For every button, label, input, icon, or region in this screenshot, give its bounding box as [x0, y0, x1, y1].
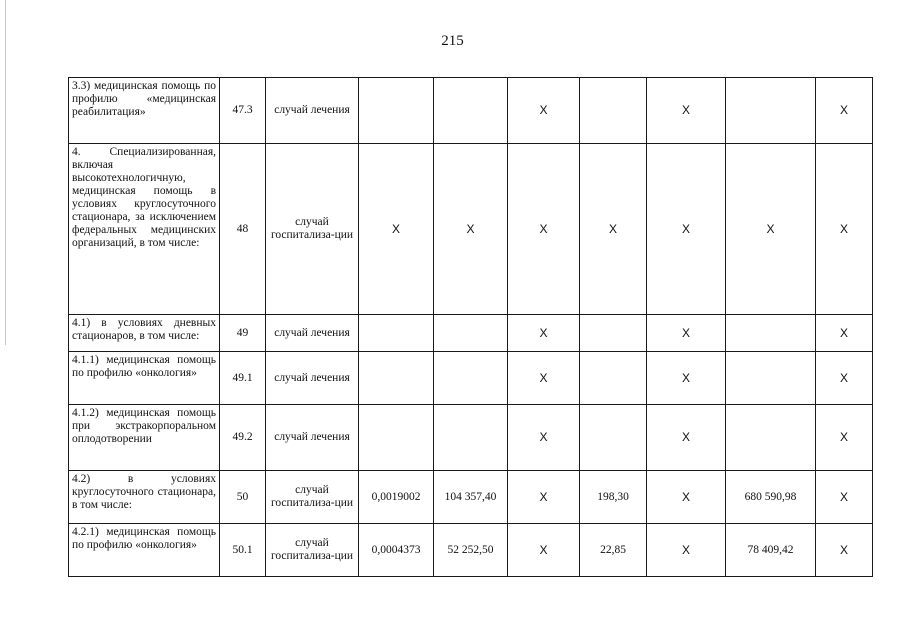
table-cell: [726, 78, 816, 144]
table-cell: X: [647, 78, 726, 144]
row-unit: случай лечения: [266, 352, 359, 405]
row-name: 4.1.2) медицинская помощь при экстракорпоральном оплодотворении: [69, 405, 220, 471]
table-cell: 198,30: [580, 471, 647, 524]
table-cell: [726, 405, 816, 471]
table-cell: X: [508, 315, 580, 352]
row-name: 4. Специализированная, включая высокотехнологичную, медицинская помощь в условиях круглосуточного стационара, за исключением федеральных медицинских организаций, в том числе:: [69, 144, 220, 315]
table-cell: [359, 405, 434, 471]
row-unit: случай лечения: [266, 315, 359, 352]
row-name: 4.1) в условиях дневных стационаров, в том числе:: [69, 315, 220, 352]
table-cell: X: [647, 471, 726, 524]
table-cell: [359, 78, 434, 144]
table-cell: X: [508, 524, 580, 577]
row-name: 4.2) в условиях круглосуточного стационара, в том числе:: [69, 471, 220, 524]
row-code: 49.2: [220, 405, 266, 471]
table-cell: [580, 405, 647, 471]
row-name: 3.3) медицинская помощь по профилю «медицинская реабилитация»: [69, 78, 220, 144]
table-cell: X: [647, 144, 726, 315]
table-cell: X: [816, 78, 873, 144]
table-row: [69, 315, 873, 352]
table-cell: [359, 315, 434, 352]
table-cell: X: [508, 405, 580, 471]
table-row: [69, 144, 873, 315]
table-cell: X: [816, 144, 873, 315]
table-cell: 0,0019002: [359, 471, 434, 524]
table-cell: X: [508, 144, 580, 315]
row-code: 49.1: [220, 352, 266, 405]
table-cell: X: [647, 405, 726, 471]
table-cell: X: [508, 471, 580, 524]
table-cell: 104 357,40: [434, 471, 508, 524]
table-cell: 78 409,42: [726, 524, 816, 577]
row-code: 49: [220, 315, 266, 352]
row-unit: случай лечения: [266, 78, 359, 144]
table-cell: X: [816, 405, 873, 471]
row-code: 50.1: [220, 524, 266, 577]
table-row: [69, 405, 873, 471]
tariff-table: [68, 77, 873, 577]
table-cell: X: [508, 352, 580, 405]
table-row: [69, 471, 873, 524]
row-unit: случай госпитализа-ции: [266, 524, 359, 577]
scan-edge-line: [5, 0, 6, 345]
table-cell: X: [816, 352, 873, 405]
table-cell: X: [647, 315, 726, 352]
table-cell: [359, 352, 434, 405]
table-cell: X: [647, 524, 726, 577]
row-code: 47.3: [220, 78, 266, 144]
table-cell: 680 590,98: [726, 471, 816, 524]
table-cell: X: [434, 144, 508, 315]
table-cell: X: [647, 352, 726, 405]
table-cell: X: [508, 78, 580, 144]
table-cell: 22,85: [580, 524, 647, 577]
table-cell: [580, 78, 647, 144]
row-unit: случай лечения: [266, 405, 359, 471]
row-unit: случай госпитализа-ции: [266, 144, 359, 315]
table-cell: [726, 352, 816, 405]
row-name: 4.1.1) медицинская помощь по профилю «онкология»: [69, 352, 220, 405]
row-name: 4.2.1) медицинская помощь по профилю «онкология»: [69, 524, 220, 577]
table-cell: X: [359, 144, 434, 315]
table-row: [69, 524, 873, 577]
table-cell: X: [816, 471, 873, 524]
table-cell: 52 252,50: [434, 524, 508, 577]
table-cell: X: [816, 315, 873, 352]
table-cell: [434, 352, 508, 405]
table-cell: [580, 352, 647, 405]
page-number: 215: [441, 33, 464, 49]
row-code: 50: [220, 471, 266, 524]
table-cell: 0,0004373: [359, 524, 434, 577]
table-cell: X: [580, 144, 647, 315]
table-row: [69, 78, 873, 144]
row-unit: случай госпитализа-ции: [266, 471, 359, 524]
table-cell: [434, 405, 508, 471]
table-cell: [434, 315, 508, 352]
table-row: [69, 352, 873, 405]
table-cell: X: [726, 144, 816, 315]
table-cell: [726, 315, 816, 352]
table-cell: [580, 315, 647, 352]
table-cell: [434, 78, 508, 144]
table-cell: X: [816, 524, 873, 577]
row-code: 48: [220, 144, 266, 315]
